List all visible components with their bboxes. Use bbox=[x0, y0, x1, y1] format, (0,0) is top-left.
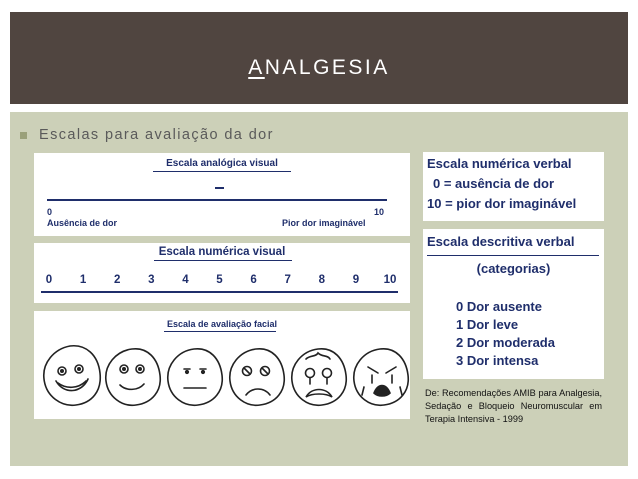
descriptive-title-underline bbox=[427, 255, 599, 256]
numeric-scale-number: 10 bbox=[383, 274, 397, 286]
faces-row bbox=[34, 311, 410, 419]
numeric-verbal-title: Escala numérica verbal bbox=[427, 156, 572, 171]
smiling-face-icon bbox=[44, 346, 100, 405]
bullet-item bbox=[20, 124, 274, 146]
bullet-text: Escalas para avaliação da dor bbox=[39, 127, 274, 143]
facial-scale-panel bbox=[34, 311, 410, 419]
numeric-visual-panel bbox=[34, 243, 410, 303]
sad-face-icon bbox=[230, 349, 284, 405]
numeric-verbal-line-0: 0 = ausência de dor bbox=[433, 176, 555, 191]
slight-smile-face-icon bbox=[106, 349, 160, 405]
descriptive-item: 2 Dor moderada bbox=[456, 335, 555, 350]
analog-min-value: 0 bbox=[47, 207, 53, 217]
descriptive-item: 3 Dor intensa bbox=[456, 353, 539, 368]
analog-scale-line bbox=[47, 199, 387, 201]
title-rest: NALGESIA bbox=[264, 56, 390, 79]
numeric-scale-number: 8 bbox=[318, 274, 325, 286]
numeric-scale-number: 1 bbox=[79, 274, 87, 286]
numeric-scale-number: 0 bbox=[45, 274, 53, 286]
numeric-scale-line bbox=[41, 291, 398, 293]
descriptive-verbal-panel bbox=[423, 229, 604, 379]
numeric-scale-number: 3 bbox=[148, 274, 155, 286]
numeric-scale-number: 2 bbox=[113, 274, 121, 286]
intense-pain-face-icon bbox=[354, 349, 408, 405]
descriptive-verbal-title: Escala descritiva verbal bbox=[427, 234, 575, 249]
numeric-scale-number: 6 bbox=[250, 274, 257, 286]
analog-max-label: Pior dor imaginável bbox=[282, 218, 366, 228]
title-initial: A bbox=[248, 56, 265, 79]
numeric-scale-number: 9 bbox=[352, 274, 360, 286]
analog-max-value: 10 bbox=[374, 207, 385, 217]
descriptive-item: 0 Dor ausente bbox=[456, 299, 542, 314]
facial-scale-caption: Escala de avaliação facial bbox=[166, 319, 278, 329]
numeric-visual-caption: Escala numérica visual bbox=[158, 246, 286, 258]
numeric-verbal-line-10: 10 = pior dor imaginável bbox=[427, 196, 577, 211]
analog-caption-underline bbox=[153, 171, 291, 172]
descriptive-verbal-subtitle: (categorias) bbox=[476, 261, 551, 276]
crying-face-icon bbox=[292, 349, 346, 405]
analog-min-label: Ausência de dor bbox=[47, 218, 118, 228]
source-note: De: Recomendações AMIB para Analgesia, Sedação e Bloqueio Neuromuscular em Terapia Intensiva - 1999 bbox=[425, 388, 602, 424]
numeric-scale-number: 4 bbox=[182, 274, 189, 286]
analog-marker bbox=[215, 187, 224, 189]
analog-scale-caption: Escala analógica visual bbox=[166, 158, 278, 169]
slide-title bbox=[10, 56, 628, 80]
numeric-scale-number: 7 bbox=[284, 274, 291, 286]
descriptive-item: 1 Dor leve bbox=[456, 317, 519, 332]
bullet-square-icon bbox=[20, 132, 27, 139]
slide-header bbox=[10, 12, 628, 104]
neutral-face-icon bbox=[168, 349, 222, 405]
numeric-caption-underline bbox=[154, 260, 292, 261]
analog-scale-panel bbox=[34, 153, 410, 236]
numeric-scale-number: 5 bbox=[216, 274, 223, 286]
numeric-verbal-panel bbox=[423, 152, 604, 221]
